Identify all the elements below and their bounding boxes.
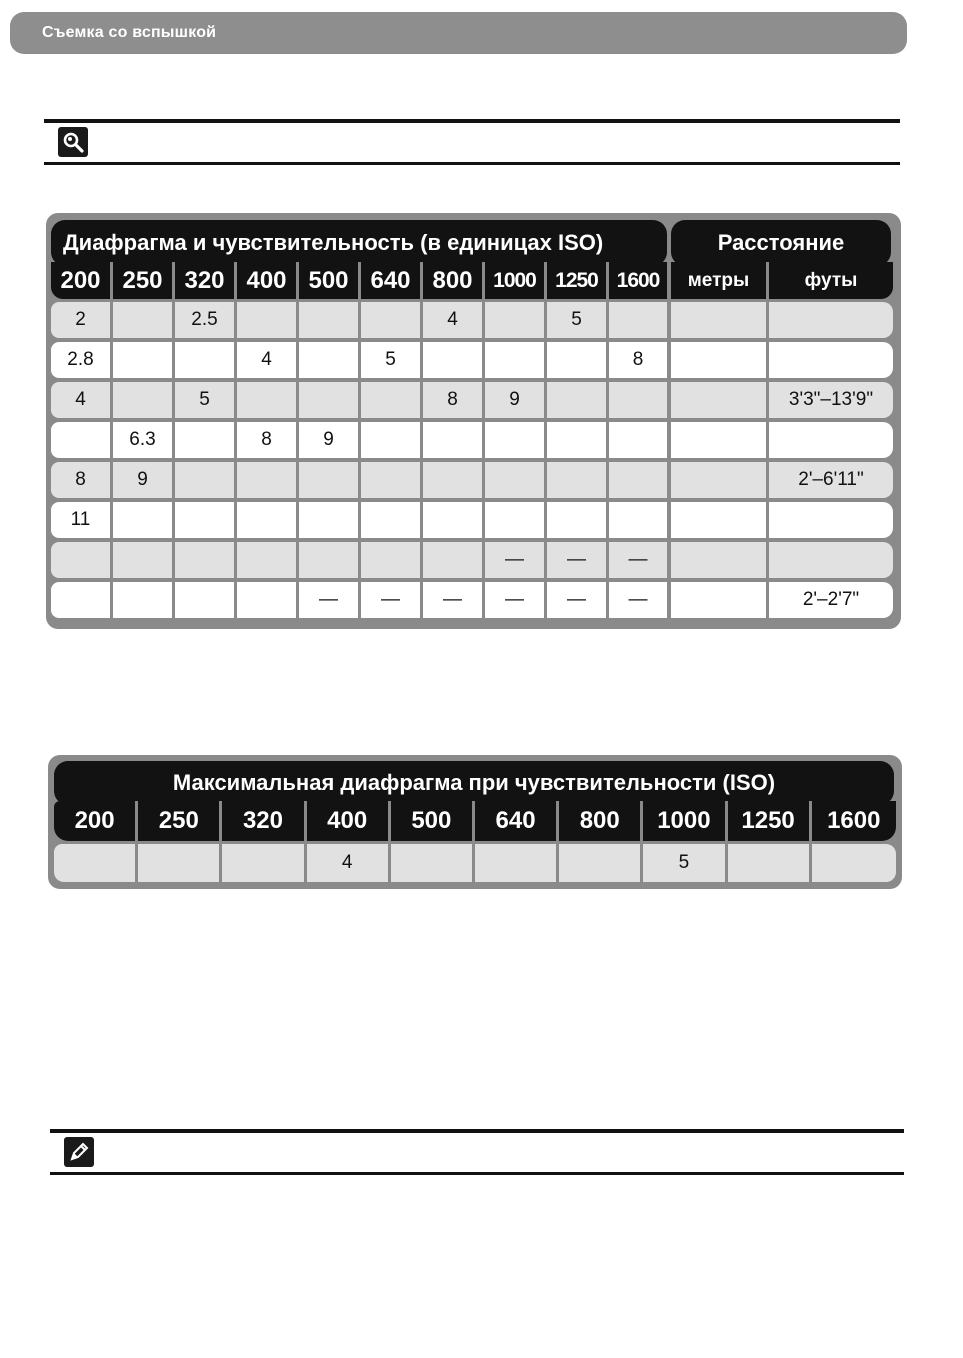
table1-column-headers [51, 262, 893, 299]
table-cell [361, 422, 423, 458]
table-cell [299, 502, 361, 538]
table-cell: — [609, 582, 671, 618]
table-cell [423, 462, 485, 498]
table1-col-метры: метры [671, 262, 769, 299]
note-box [50, 1129, 904, 1175]
table2-col-1600: 1600 [812, 801, 896, 841]
table-cell: — [547, 542, 609, 578]
table-cell: 2 [51, 302, 113, 338]
table-cell: 6.3 [113, 422, 175, 458]
table-cell [485, 302, 547, 338]
table-cell [671, 582, 769, 618]
table-cell: 2.8 [51, 342, 113, 378]
magnifier-icon [58, 127, 88, 157]
table-cell [175, 342, 237, 378]
table-cell: 5 [547, 302, 609, 338]
table2-value-cell [222, 844, 306, 882]
table-cell [769, 542, 893, 578]
table-row [51, 420, 894, 460]
pencil-icon [64, 1137, 94, 1167]
table-cell [547, 382, 609, 418]
table-cell [299, 542, 361, 578]
table-cell [671, 302, 769, 338]
table-cell [237, 302, 299, 338]
table-cell [175, 582, 237, 618]
table1-body [51, 300, 894, 620]
table1-col-400: 400 [237, 262, 299, 299]
table-cell: 2.5 [175, 302, 237, 338]
table-cell [769, 342, 893, 378]
table2-col-250: 250 [138, 801, 222, 841]
table-cell [485, 342, 547, 378]
table-cell [423, 422, 485, 458]
table-cell: 2'–6'11" [769, 462, 893, 498]
table-cell: — [547, 582, 609, 618]
table-cell: 8 [423, 382, 485, 418]
table-cell [769, 302, 893, 338]
table-cell [113, 342, 175, 378]
table-cell [299, 302, 361, 338]
table-cell [237, 382, 299, 418]
table1-col-200: 200 [51, 262, 113, 299]
table-cell: 8 [51, 462, 113, 498]
table2-value-cell [138, 844, 222, 882]
table-cell [671, 342, 769, 378]
table-cell: 8 [237, 422, 299, 458]
table2-col-800: 800 [559, 801, 643, 841]
table2-value-cell [728, 844, 812, 882]
table2-col-1250: 1250 [728, 801, 812, 841]
table-row [51, 540, 894, 580]
section-header-bar [10, 12, 907, 54]
table-cell [547, 342, 609, 378]
table-cell [361, 542, 423, 578]
table2-value-cell [391, 844, 475, 882]
table1-col-500: 500 [299, 262, 361, 299]
table-cell [769, 502, 893, 538]
table2-value-cell: 4 [307, 844, 391, 882]
table-cell [361, 502, 423, 538]
table-cell [609, 502, 671, 538]
aperture-distance-table [46, 213, 901, 629]
table2-column-headers [54, 801, 896, 841]
table-cell [671, 542, 769, 578]
table-cell: 8 [609, 342, 671, 378]
table1-col-320: 320 [175, 262, 237, 299]
table-cell [547, 422, 609, 458]
table-cell: — [423, 582, 485, 618]
table-cell [547, 502, 609, 538]
table-cell [423, 542, 485, 578]
table-row [51, 460, 894, 500]
table-cell [113, 582, 175, 618]
table-cell: 11 [51, 502, 113, 538]
table-cell [113, 302, 175, 338]
table1-header-right: Расстояние [671, 220, 891, 266]
table-cell [609, 382, 671, 418]
table-row [51, 500, 894, 540]
table-cell [299, 342, 361, 378]
table-cell [175, 422, 237, 458]
table2-col-320: 320 [222, 801, 306, 841]
table-cell [175, 502, 237, 538]
table-cell: 4 [237, 342, 299, 378]
table-cell: — [485, 582, 547, 618]
table-cell: — [609, 542, 671, 578]
table1-col-640: 640 [361, 262, 423, 299]
table-cell [769, 422, 893, 458]
table2-col-400: 400 [307, 801, 391, 841]
table1-col-футы: футы [769, 262, 893, 299]
table-cell [485, 502, 547, 538]
table-cell: 9 [299, 422, 361, 458]
table2-value-cell [812, 844, 896, 882]
table-cell: 9 [485, 382, 547, 418]
table-cell: 4 [423, 302, 485, 338]
table-cell: 5 [175, 382, 237, 418]
table-cell [361, 382, 423, 418]
table2-header: Максимальная диафрагма при чувствительности (ISO) [54, 761, 894, 805]
table-cell: 4 [51, 382, 113, 418]
table-cell [485, 462, 547, 498]
table2-col-200: 200 [54, 801, 138, 841]
table-row [51, 580, 894, 620]
max-aperture-table [48, 755, 902, 889]
table-cell [299, 462, 361, 498]
table-cell [609, 422, 671, 458]
table-cell [237, 582, 299, 618]
table-cell [237, 462, 299, 498]
table2-values-row [54, 844, 896, 882]
table1-col-1250: 1250 [547, 262, 609, 299]
table-row [51, 380, 894, 420]
table-cell [485, 422, 547, 458]
table2-col-1000: 1000 [643, 801, 727, 841]
table-cell [113, 542, 175, 578]
table-cell [361, 302, 423, 338]
table-cell [547, 462, 609, 498]
table-row [51, 340, 894, 380]
table1-col-800: 800 [423, 262, 485, 299]
table-cell: — [361, 582, 423, 618]
table-row [51, 300, 894, 340]
table-cell [671, 382, 769, 418]
table1-col-1000: 1000 [485, 262, 547, 299]
table2-value-cell: 5 [643, 844, 727, 882]
table2-value-cell [559, 844, 643, 882]
table-cell [609, 462, 671, 498]
table-cell [175, 462, 237, 498]
table2-value-cell [475, 844, 559, 882]
table-cell [51, 582, 113, 618]
tip-box [44, 119, 900, 165]
table-cell: 9 [113, 462, 175, 498]
table-cell [609, 302, 671, 338]
table2-col-640: 640 [475, 801, 559, 841]
section-header-title: Съемка со вспышкой [42, 24, 217, 41]
table-cell: — [299, 582, 361, 618]
table-cell [423, 342, 485, 378]
table-cell [237, 542, 299, 578]
table-cell [51, 422, 113, 458]
table-cell: — [485, 542, 547, 578]
table-cell [113, 382, 175, 418]
table1-col-1600: 1600 [609, 262, 671, 299]
table-cell [671, 422, 769, 458]
table1-header-left: Диафрагма и чувствительность (в единицах ISO) [51, 220, 667, 266]
table-cell: 5 [361, 342, 423, 378]
table-cell [671, 502, 769, 538]
table-cell [671, 462, 769, 498]
table2-col-500: 500 [391, 801, 475, 841]
table2-value-cell [54, 844, 138, 882]
table-cell [299, 382, 361, 418]
table-cell [423, 502, 485, 538]
table-cell: 3'3"–13'9" [769, 382, 893, 418]
table-cell [361, 462, 423, 498]
table-cell [175, 542, 237, 578]
table-cell: 2'–2'7" [769, 582, 893, 618]
table1-col-250: 250 [113, 262, 175, 299]
table-cell [51, 542, 113, 578]
table-cell [113, 502, 175, 538]
table-cell [237, 502, 299, 538]
